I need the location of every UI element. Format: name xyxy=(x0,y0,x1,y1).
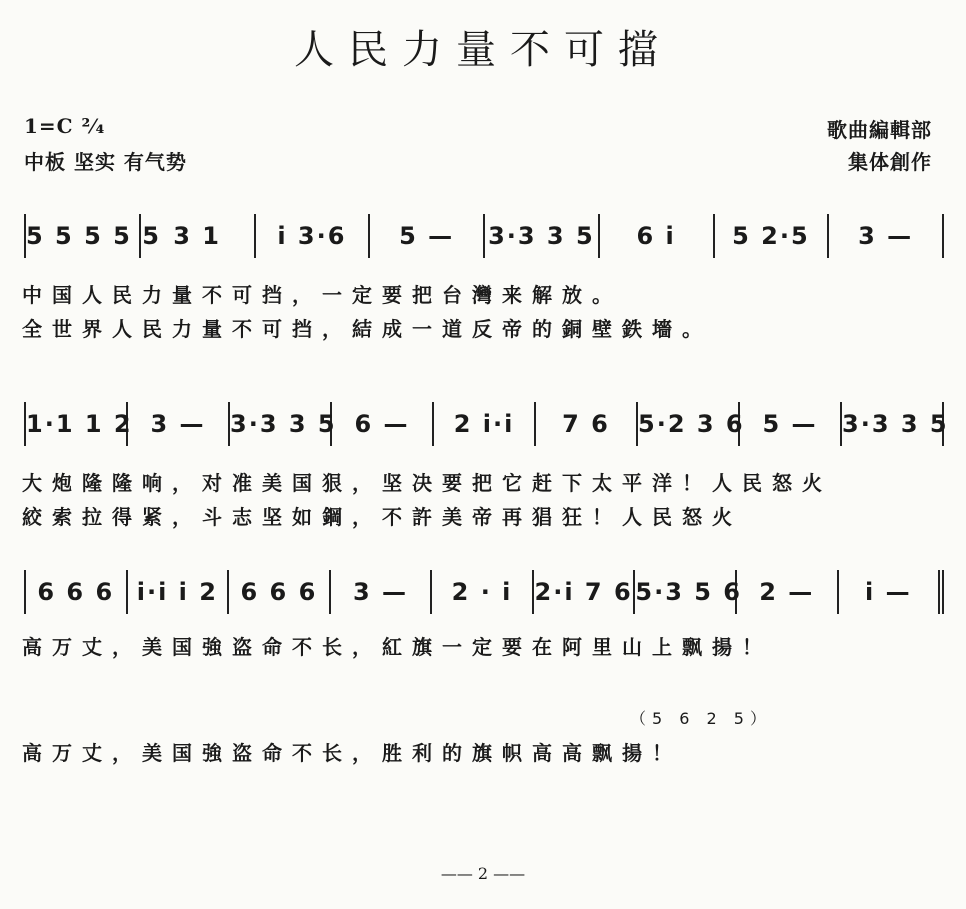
credit-editor: 歌曲編輯部 xyxy=(827,118,932,142)
measure: i·i i 2 xyxy=(128,570,230,614)
song-title: 人民力量不可擋 xyxy=(294,27,672,73)
measure: 6 i xyxy=(600,214,715,258)
measure: 2 · i xyxy=(432,570,534,614)
measure: 3 — xyxy=(331,570,433,614)
measure: 2·i 7 6 xyxy=(534,570,636,614)
measure: 5·2 3 6 xyxy=(638,402,740,446)
measure: 5 5 5 5 5 xyxy=(24,214,141,258)
measure-final: i — xyxy=(839,570,945,614)
lyric-verse-1: 大炮隆隆响，对准美国狠，坚决要把它赶下太平洋！人民怒火 xyxy=(22,471,832,495)
lyric-verse-1: 高万丈，美国強盗命不长，紅旗一定要在阿里山上飘揚！ xyxy=(22,635,772,659)
tempo-marking: 中板 坚实 有气势 xyxy=(24,150,187,174)
measure: 6 6 6 xyxy=(24,570,128,614)
key-signature: 1=C ²⁄₄ xyxy=(24,114,106,138)
page-number: —— 2 —— xyxy=(440,864,526,883)
lyric-verse-2: 高万丈，美国強盗命不长，胜利的旗帜高高飘揚！ xyxy=(22,741,682,765)
measure: 3 — xyxy=(829,214,944,258)
measure: 3 1 xyxy=(141,214,256,258)
score-system-2 xyxy=(24,398,949,450)
score-system-3 xyxy=(24,566,944,618)
measure: 5 2·5 xyxy=(715,214,830,258)
measure: 3 — xyxy=(128,402,230,446)
measure: 6 6 6 xyxy=(229,570,331,614)
measure: 7 6 xyxy=(536,402,638,446)
measure: 3·3 3 5 xyxy=(230,402,332,446)
score-system-1 xyxy=(24,210,944,262)
lyric-verse-2: 絞索拉得紧，斗志坚如鋼，不許美帝再猖狂！人民怒火 xyxy=(22,505,742,529)
measure: 5 — xyxy=(370,214,485,258)
measure: 2 i·i xyxy=(434,402,536,446)
alternate-ending-notes: （5 6 2 5） xyxy=(630,709,772,728)
measure: 3·3 3 5 xyxy=(842,402,944,446)
lyric-verse-1: 中国人民力量不可挡，一定要把台灣来解放。 xyxy=(22,283,622,307)
measure: 5 — xyxy=(740,402,842,446)
credit-author: 集体創作 xyxy=(848,150,932,174)
measure: 3·3 3 5 xyxy=(485,214,600,258)
lyric-verse-2: 全世界人民力量不可挡，結成一道反帝的銅壁鉄墻。 xyxy=(22,317,712,341)
measure: 2 — xyxy=(737,570,839,614)
measure: i 3·6 xyxy=(256,214,371,258)
measure: 1·1 1 2 xyxy=(24,402,128,446)
measure: 5·3 5 6 xyxy=(635,570,737,614)
measure: 6 — xyxy=(332,402,434,446)
